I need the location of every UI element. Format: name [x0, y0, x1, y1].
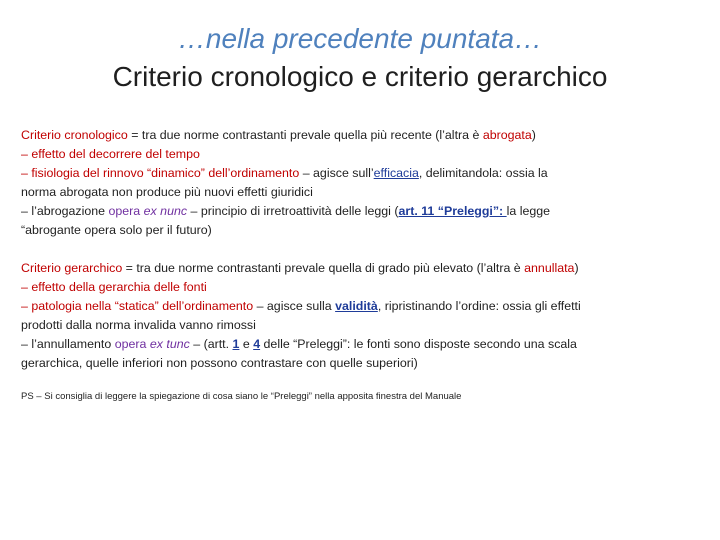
art-4-link[interactable]: 4 — [253, 337, 261, 351]
gerarchico-definition: = tra due norme contrastanti prevale quella di grado più elevato (l’altra è — [122, 261, 525, 275]
effetto-prefix: – effetto del — [21, 147, 89, 161]
slide-body — [21, 126, 706, 403]
annullamento-suffix: delle “Preleggi”: le fonti sono disposte secondo una scala — [260, 337, 577, 351]
abrogata-text: abrogata — [482, 128, 532, 142]
gerarchico-line-1 — [21, 259, 706, 278]
gerarchico-line-4: prodotti dalla norma invalida vanno rimossi — [21, 318, 256, 332]
abrogazione-suffix: la legge — [506, 204, 551, 218]
ex-nunc-text: ex nunc — [143, 204, 188, 218]
title-subtitle: …nella precedente puntata… — [177, 23, 543, 54]
cronologico-line-2 — [21, 145, 706, 164]
cronologico-line-5 — [21, 202, 706, 221]
effetto-prefix: – effetto della — [21, 280, 99, 294]
annullata-text: annullata — [524, 261, 575, 275]
slide-title — [0, 20, 720, 96]
gerarchico-line-3 — [21, 297, 706, 316]
gerarchia-delle-fonti: gerarchia delle fonti — [98, 280, 207, 294]
gerarchico-term: Criterio gerarchico — [21, 261, 123, 275]
agisce-prefix: – agisce sull’ — [299, 166, 374, 180]
cronologico-line-1 — [21, 126, 706, 145]
cronologico-line-3 — [21, 164, 706, 183]
artt-text: – (artt. — [189, 337, 233, 351]
and-text: e — [239, 337, 254, 351]
fisiologia-text: fisiologia del rinnovo “dinamico” dell’ordinamento — [31, 166, 300, 180]
abrogazione-prefix: – l’abrogazione — [21, 204, 109, 218]
art-11-preleggi-link[interactable]: art. 11 “Preleggi”: — [398, 204, 507, 218]
gerarchico-line-2 — [21, 278, 706, 297]
fisiologia-prefix: – — [21, 166, 32, 180]
gerarchico-line-5 — [21, 335, 706, 354]
patologia-text: patologia nella “statica” dell’ordinamento — [31, 299, 254, 313]
art-1-link[interactable]: 1 — [232, 337, 240, 351]
close-paren: ) — [531, 128, 536, 142]
title-main: Criterio cronologico e criterio gerarchico — [112, 61, 608, 92]
ex-tunc-text: ex tunc — [149, 337, 190, 351]
cronologico-line-4: norma abrogata non produce più nuovi effetti giuridici — [21, 185, 313, 199]
spacer — [21, 240, 706, 259]
patologia-prefix: – — [21, 299, 32, 313]
agisce-suffix: , ripristinando l’ordine: ossia gli effetti — [377, 299, 581, 313]
cronologico-line-6: “abrogante opera solo per il futuro) — [21, 223, 212, 237]
irretroattivita-text: – principio di irretroattività delle leggi ( — [187, 204, 399, 218]
opera-text: opera — [108, 204, 141, 218]
validita-text: validità — [335, 299, 378, 313]
opera-text: opera — [114, 337, 147, 351]
annullamento-prefix: – l’annullamento — [21, 337, 115, 351]
gerarchico-line-6: gerarchica, quelle inferiori non possono contrastare con quelle superiori) — [21, 356, 418, 370]
close-paren: ) — [574, 261, 579, 275]
cronologico-term: Criterio cronologico — [21, 128, 128, 142]
ps-note: PS – Si consiglia di leggere la spiegazione di cosa siano le “Preleggi” nella apposita finestra del Manuale — [21, 391, 462, 402]
decorrere-del-tempo: decorrere del tempo — [88, 147, 200, 161]
agisce-prefix: – agisce sulla — [253, 299, 336, 313]
efficacia-text: efficacia — [373, 166, 419, 180]
agisce-suffix: , delimitandola: ossia la — [418, 166, 548, 180]
cronologico-definition: = tra due norme contrastanti prevale quella più recente (l’altra è — [127, 128, 483, 142]
